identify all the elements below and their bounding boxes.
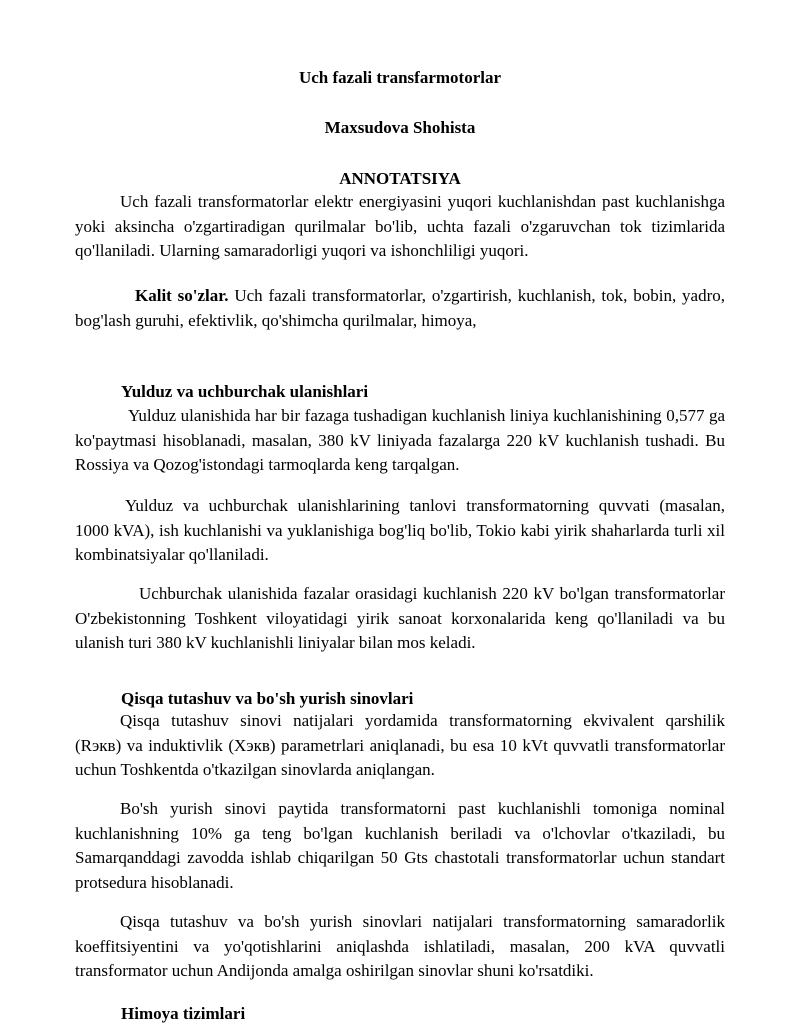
section-1-paragraph-2: Yulduz va uchburchak ulanishlarining tanlovi transformatorning quvvati (masalan, 1000 kVA), ish kuchlanishi va yuklanishiga bog'liq bo'lib, Tokio kabi yirik shaharlarda turli xil kombinatsiyalar qo'llaniladi. xyxy=(75,496,725,564)
annotation-heading: ANNOTATSIYA xyxy=(339,169,461,188)
keywords-label: Kalit so'zlar. xyxy=(135,286,229,305)
annotation-text: Uch fazali transformatorlar elektr energiyasini yuqori kuchlanishdan past kuchlanishga yoki aksincha o'zgartiradigan qurilmalar bo'lib, uchta fazali o'zgaruvchan tok tizimlarida qo'llaniladi. Ularning samaradorligi yuqori va ishonchliligi yuqori. xyxy=(75,192,725,260)
document-title: Uch fazali transfarmotorlar xyxy=(298,68,502,87)
section-heading-tests: Qisqa tutashuv va bo'sh yurish sinovlari xyxy=(121,689,414,708)
section-1-paragraph-3: Uchburchak ulanishida fazalar orasidagi kuchlanish 220 kV bo'lgan transformatorlar O'zbekistonning Toshkent viloyatidagi yirik sanoat korxonalarida keng qo'llaniladi va bu ulanish turi 380 kV kuchlanishli liniyalar bilan mos keladi. xyxy=(75,584,725,652)
section-2-paragraph-1: Qisqa tutashuv sinovi natijalari yordamida transformatorning ekvivalent qarshilik (Rэкв) va induktivlik (Xэкв) parametrlari aniqlanadi, bu esa 10 kVt quvvatli transformatorlar uchun Toshkentda o'tkazilgan sinovlarda aniqlangan. xyxy=(75,711,725,779)
keywords-paragraph xyxy=(75,284,725,333)
author-name: Maxsudova Shohista xyxy=(324,118,476,137)
section-2-paragraph-2: Bo'sh yurish sinovi paytida transformatorni past kuchlanishli tomoniga nominal kuchlanishning 10% ga teng bo'lgan kuchlanish beriladi va o'lchovlar o'tkaziladi, bu Samarqanddagi zavodda ishlab chiqarilgan 50 Gts chastotali transformatorlar uchun standart protsedura hisoblanadi. xyxy=(75,799,725,892)
section-heading-connections: Yulduz va uchburchak ulanishlari xyxy=(121,382,369,401)
section-heading-protection: Himoya tizimlari xyxy=(121,1004,246,1023)
section-2-paragraph-3: Qisqa tutashuv va bo'sh yurish sinovlari natijalari transformatorning samaradorlik koeffitsiyentini va yo'qotishlarini aniqlashda ishlatiladi, masalan, 200 kVA quvvatli transformator uchun Andijonda amalga oshirilgan sinovlar shuni ko'rsatdiki. xyxy=(75,912,725,980)
keywords-text: Uch fazali transformatorlar, o'zgartirish, kuchlanish, tok, bobin, yadro, bog'lash guruhi, efektivlik, qo'shimcha qurilmalar, himoya, xyxy=(75,286,725,330)
section-1-paragraph-1: Yulduz ulanishida har bir fazaga tushadigan kuchlanish liniya kuchlanishining 0,577 ga ko'paytmasi hisoblanadi, masalan, 380 kV liniyada fazalarga 220 kV kuchlanish tushadi. Bu Rossiya va Qozog'istondagi tarmoqlarda keng tarqalgan. xyxy=(75,406,725,474)
